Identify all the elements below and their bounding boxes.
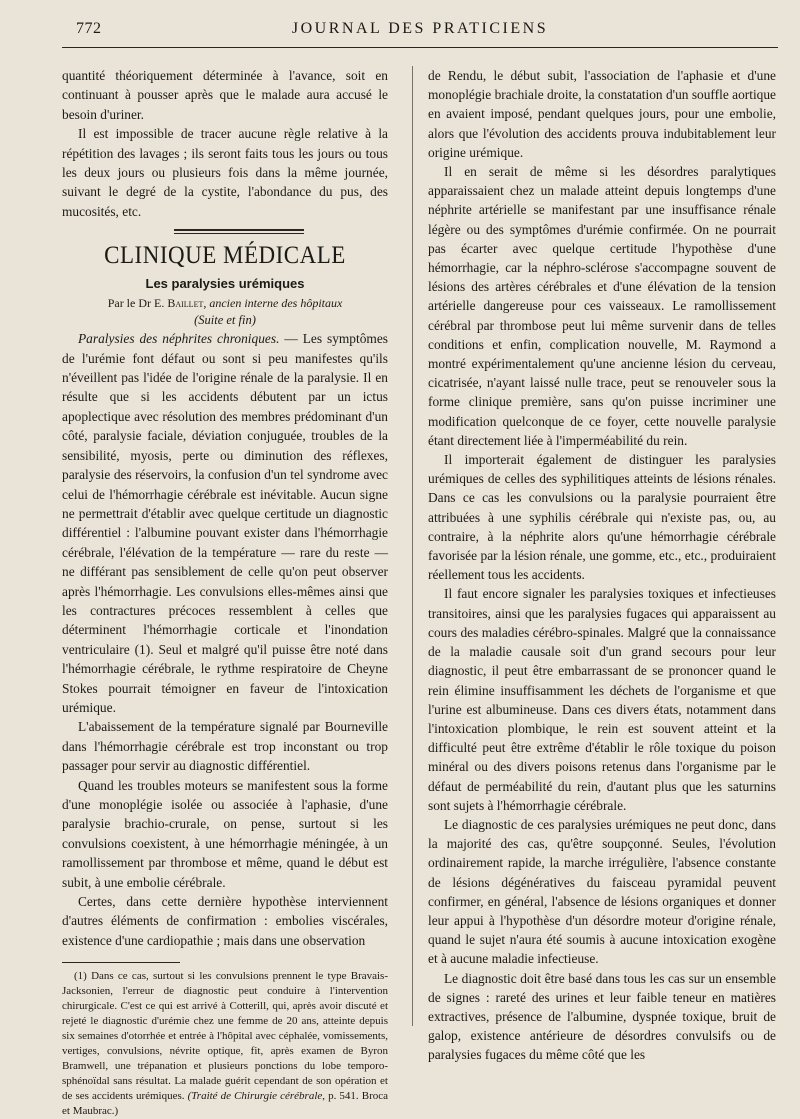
body-paragraph: Le diagnostic de ces paralysies urémiques ne peut donc, dans la majorité des cas, qu'être soupçonné. Seules, l'évolution ordinairement rapide, la marche irrégulière, l'absence constante de lésions dégénératives du faisceau pyramidal peuvent confirmer, en général, l'absence de lésions organiques et donner leur appui à l'hypothèse d'un désordre moteur d'origine rénale, quand le sujet n'aura été soumis à aucune intoxication exogène et à aucune maladie infectieuse. [428,816,776,967]
body-paragraph: Quand les troubles moteurs se manifestent sous la forme d'une monoplégie isolée ou associée à l'aphasie, d'une paralysie brachio-crurale, on pense, surtout si les convulsions coexistent, à une hémorrhagie méningée, à un ramollissement par thrombose et même, quand le début est subit, à une embolie cérébrale. [62,777,388,890]
right-column [428,66,776,1065]
header-rule [62,47,778,48]
footnote-tail: , p. 541. Broca et Maubrac.) [62,1090,389,1118]
byline [62,295,388,312]
lead-heading: Paralysies des néphrites chroniques. [78,331,280,347]
author-name: E. Baillet [154,296,204,311]
author-title: , ancien interne des hôpitaux [203,296,343,311]
left-column [62,66,388,1119]
body-paragraph: Le diagnostic doit être basé dans tous les cas sur un ensemble de signes : rareté des urines et leur faible teneur en matières extractives, présence de l'albumine, dyspnée toxique, bruit de galop, existence antérieure de désordres convulsifs ou de paralysies fugaces du même côté que les [428,970,776,1063]
lead-text: — Les symptômes de l'urémie font défaut ou sont si peu manifestes qu'ils n'éveillent pas l'idée de l'origine rénale de la paralysie. Il en résulte que si les accidents débutent par un ictus apoplectique avec résolution des membres prédominant d'un côté, paralysie faciale, déviation conjuguée, troubles de la sensibilité, myosis, perte ou diminution des réflexes, paralysie des réservoirs, la confusion d'un tel syndrome avec celui de l'hémorrhagie cérébrale est inévitable. Aucun signe ne permettrait d'établir avec quelque certitude un diagnostic différentiel : l'albumine pouvant exister dans l'hémorrhagie cérébrale, l'élévation de la température — rare du reste — ne différant pas sensiblement de celle qu'on peut observer après l'hémorrhagie. Les convulsions elles-mêmes ainsi que les contractures précoces ressemblent à celles que déterminent l'hémorrhagie corticale et l'inondation ventriculaire (1). Seul et malgré qu'il puisse être noté dans l'hémorrhagie cérébrale, le rythme respiratoire de Cheyne Stokes pourrait témoigner en faveur de l'intoxication urémique. [62,331,388,715]
byline-prefix: Par le Dr [107,296,155,311]
lead-paragraph [62,329,388,717]
body-paragraph: de Rendu, le début subit, l'association de l'aphasie et d'une monoplégie brachiale droite, la constatation d'un souffle aortique en avaient imposé, pendant quelques jours, pour une embolie, alors que l'évolution des accidents prouva indubitablement leur origine urémique. [428,68,776,160]
body-paragraph: L'abaissement de la température signalé par Bourneville dans l'hémorrhagie cérébrale est trop inconstant ou trop passager pour servir au diagnostic différentiel. [62,719,388,774]
body-paragraph: Certes, dans cette dernière hypothèse interviennent d'autres éléments de confirmation : embolies viscérales, existence d'une cardiopathie ; mais dans une observation [62,894,388,948]
footnote-rule [62,962,180,963]
intro-paragraph: quantité théoriquement déterminée à l'avance, soit en continuant à pousser après que le malade aura accusé le besoin d'uriner. [62,68,388,122]
article-title: Les paralysies urémiques [145,276,305,292]
page-number: 772 [76,20,102,37]
footnote [62,969,388,1119]
body-paragraph: Il en serait de même si les désordres paralytiques apparaissaient chez un malade atteint depuis longtemps d'une néphrite artérielle se manifestant par une insuffisance rénale légère ou des symptômes d'urémie confirmée. On ne pourrait pas écarter avec quelque certitude l'hypothèse d'une hémorrhagie, car la néphro-sclérose s'accompagne souvent de lésions des artères cérébrales et d'une élévation de la tension artérielle dangereuse pour ces vaisseaux. Le ramollissement cérébral par thrombose peut lui même survenir dans de telles conditions et enfin, complication nouvelle, M. Raymond a montré expérimentalement qu'une ancienne lésion du cerveau, cicatrisée, n'ayant laissé nulle trace, peut se renouveler sous la forme clinique première, sans qu'on puisse incriminer une modification quelconque de ce foyer, cette nouvelle paralysie étant directement liée à l'imperméabilité du rein. [428,164,776,448]
section-rule [62,225,388,239]
running-head: JOURNAL DES PRATICIENS [291,20,549,37]
section-title: CLINIQUE MÉDICALE [104,240,346,269]
continued-note: (Suite et fin) [194,313,256,328]
intro-paragraph: Il est impossible de tracer aucune règle relative à la répétition des lavages ; ils seront faits tous les jours ou tous les deux jours ou plusieurs fois dans la même journée, suivant le degré de la cystite, l'abondance du pus, des mucosités, etc. [62,126,388,219]
body-paragraph: Il importerait également de distinguer les paralysies urémiques de celles des syphilitiques atteints de lésions rénales. Dans ce cas les convulsions ou la paralysie pourraient être attribuées à une syphilis cérébrale qui n'existe pas, ou, au contraire, à la néphrite alors qu'une hémorrhagie cérébrale favorisée par la lésion rénale, une gomme, etc., etc., produiraient réellement tous les accidents. [428,452,776,583]
body-paragraph: Il faut encore signaler les paralysies toxiques et infectieuses transitoires, ainsi que les paralysies fugaces qui apparaissent au cours des maladies cérébro-spinales. Malgré que la connaissance de la maladie causale soit d'un grand secours pour leur diagnostic, il peut être embarrassant de se prononcer quand le rein élimine insuffisamment les déchets de l'organisme et que l'urine est albumineuse. Dans ces divers états, notamment dans l'intoxication plombique, le rein est souvent atteint et la difficulté peut être extrême d'établir le rôle toxique du poison minéral ou des divers poisons retenus dans l'organisme par le défaut de perméabilité du rein, d'autant plus que les saturnins sont sujets à l'hémorrhagie cérébrale. [428,586,776,813]
column-divider [412,66,413,1026]
footnote-text: (1) Dans ce cas, surtout si les convulsions prennent le type Bravais-Jacksonien, l'erreur de diagnostic peut conduire à l'intervention chirurgicale. C'est ce qui est arrivé à Cotterill, qui, après avoir discuté et rejeté le diagnostic d'urémie chez une femme de 20 ans, atteinte depuis six semaines d'otorrhée et entrée à l'hôpital avec céphalée, vomissements, vertiges, convulsions, névrite optique, fit, après examen de Byron Bramwell, une trépanation et plusieurs ponctions du lobe temporo-sphénoïdal sans résultat. La malade guérit cependant de son opération et de ses accidents urémiques. [62,970,388,1103]
page-header [62,20,778,44]
footnote-reference: (Traité de Chirurgie cérébrale [187,1090,323,1103]
